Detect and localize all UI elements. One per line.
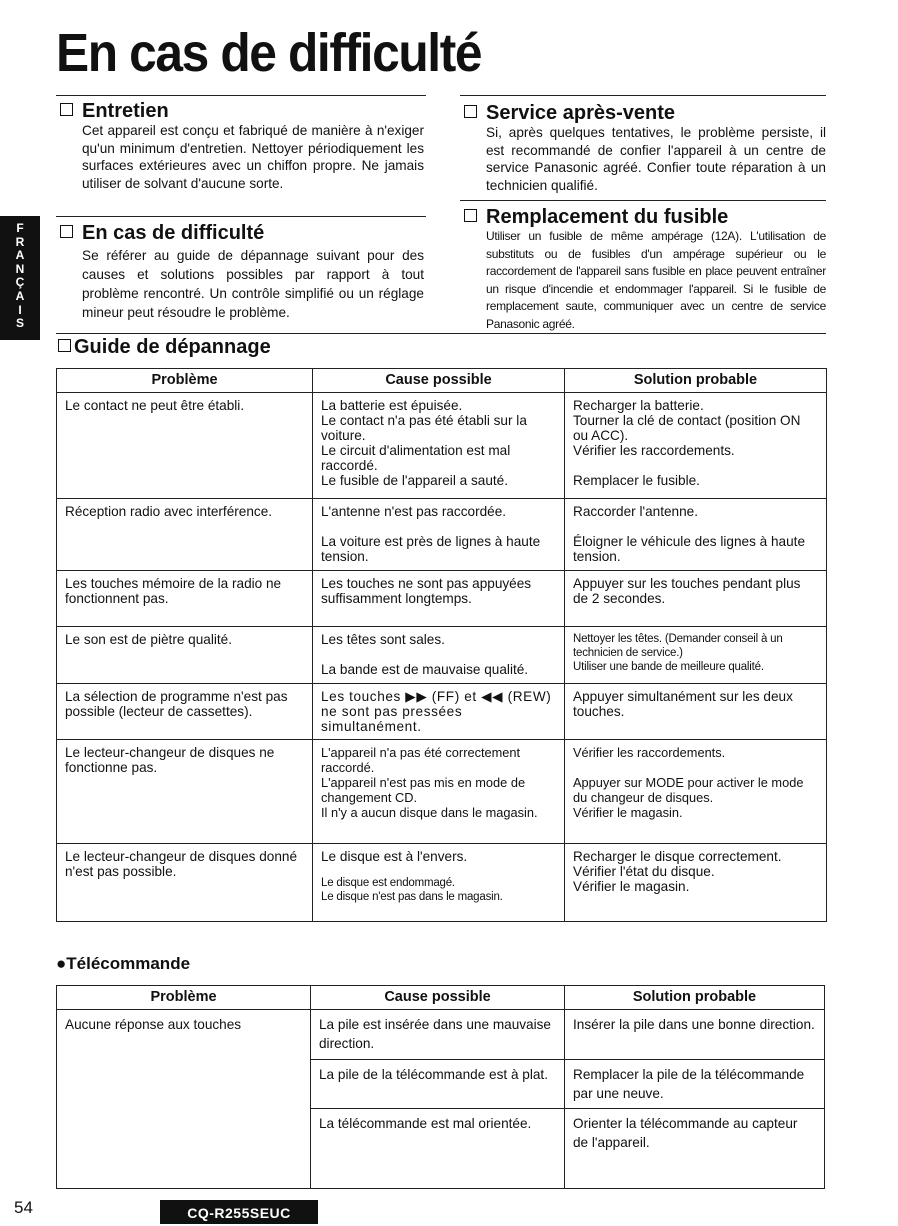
page-title: En cas de difficulté xyxy=(56,23,482,83)
solution-text: Appuyer sur les touches pendant plus de 2 secondes. xyxy=(573,576,801,606)
cause-cell xyxy=(313,844,565,922)
problem-text: Réception radio avec interférence. xyxy=(65,504,273,519)
checkbox-square-icon xyxy=(60,103,73,116)
cause-text: Les têtes sont sales. xyxy=(321,632,445,647)
solution-text: Remplacer le fusible. xyxy=(573,473,700,488)
cause-text: La pile de la télécommande est à plat. xyxy=(319,1067,548,1082)
side-tab-letter: S xyxy=(15,316,24,331)
problem-cell xyxy=(57,844,313,922)
side-tab-letter: A xyxy=(15,288,25,303)
side-tab-letter: Ç xyxy=(15,275,25,290)
section-entretien-text: Cet appareil est conçu et fabriqué de manière à n'exiger qu'un minimum d'entretien. Nettoyer périodiquement les surfaces extérieures avec un chiffon propre. Ne jamais utiliser de solvant d'aucune sorte. xyxy=(82,123,424,191)
cause-text: Le disque est à l'envers. xyxy=(321,849,468,864)
table-header-row xyxy=(57,369,827,393)
solution-cell xyxy=(565,1060,825,1109)
header-solution: Solution probable xyxy=(565,986,825,1010)
table-row xyxy=(57,684,827,740)
problem-text: Le contact ne peut être établi. xyxy=(65,398,245,413)
remote-section-heading: ●Télécommande xyxy=(56,954,191,973)
table-header-row xyxy=(57,986,825,1010)
cause-cell xyxy=(313,499,565,571)
side-tab-letter: A xyxy=(15,248,25,263)
solution-text: Nettoyer les têtes. (Demander conseil à un technicien de service.) xyxy=(573,633,783,659)
checkbox-square-icon xyxy=(60,225,73,238)
section-difficulte-heading: En cas de difficulté xyxy=(60,222,264,244)
solution-text: Insérer la pile dans une bonne direction. xyxy=(573,1017,815,1032)
solution-text: Remplacer la pile de la télécommande par une neuve. xyxy=(573,1067,805,1101)
cause-text: Le contact n'a pas été établi sur la voiture. xyxy=(321,413,527,443)
problem-cell xyxy=(57,740,313,844)
cause-text: Le disque n'est pas dans le magasin. xyxy=(321,891,503,903)
solution-text: Appuyer sur MODE pour activer le mode du changeur de disques. xyxy=(573,775,804,805)
solution-text: Vérifier le magasin. xyxy=(573,805,683,820)
header-cause: Cause possible xyxy=(313,369,565,393)
troubleshooting-table xyxy=(56,368,827,922)
side-tab-letter: N xyxy=(15,261,25,276)
solution-text: Recharger la batterie. xyxy=(573,398,704,413)
cause-text: L'antenne n'est pas raccordée. xyxy=(321,504,507,519)
model-badge: CQ-R255SEUC xyxy=(160,1200,318,1224)
cause-text: L'appareil n'est pas mis en mode de changement CD. xyxy=(321,775,526,805)
table-row xyxy=(57,627,827,684)
section-fusible-text: Utiliser un fusible de même ampérage (12A). L'utilisation de substituts ou de fusibles d'un ampérage supérieur ou le raccordement de l'appareil sans fusible en place peuvent entraîner un risque d'incendie et endommager l'appareil. Si le fusible de remplacement saute, communiquer avec un centre de service Panasonic agréé. xyxy=(486,229,826,331)
cause-text: L'appareil n'a pas été correctement raccordé. xyxy=(321,745,521,775)
guide-divider xyxy=(56,333,826,334)
problem-text: Le lecteur-changeur de disques donné n'est pas possible. xyxy=(65,849,298,879)
problem-cell xyxy=(57,684,313,740)
solution-cell xyxy=(565,499,827,571)
side-tab-letter: I xyxy=(18,302,22,317)
problem-cell xyxy=(57,393,313,499)
page-number: 54 xyxy=(14,1198,33,1217)
table-row xyxy=(57,740,827,844)
problem-cell xyxy=(57,1010,311,1189)
cause-cell xyxy=(313,627,565,684)
section-service-heading: Service après-vente xyxy=(464,102,675,124)
problem-text: La sélection de programme n'est pas possible (lecteur de cassettes). xyxy=(65,689,288,719)
cause-text: Le disque est endommagé. xyxy=(321,877,455,889)
cause-cell xyxy=(313,393,565,499)
cause-text: La pile est insérée dans une mauvaise direction. xyxy=(319,1017,551,1051)
solution-cell xyxy=(565,571,827,627)
cause-cell xyxy=(311,1010,565,1060)
solution-cell xyxy=(565,1010,825,1060)
cause-cell xyxy=(313,740,565,844)
section-difficulte-text: Se référer au guide de dépannage suivant pour des causes et solutions possibles par rapport à tout problème rencontré. Un contrôle simplifié ou un réglage mineur peut résoudre le problème. xyxy=(82,248,424,320)
problem-text: Le lecteur-changeur de disques ne fonctionne pas. xyxy=(65,745,275,775)
cause-text: Le circuit d'alimentation est mal raccordé. xyxy=(321,443,511,473)
side-tab-letter: R xyxy=(15,234,25,249)
title-divider-left xyxy=(56,95,426,96)
solution-text: Éloigner le véhicule des lignes à haute tension. xyxy=(573,534,806,564)
cause-text: La voiture est près de lignes à haute tension. xyxy=(321,534,541,564)
table-row xyxy=(57,393,827,499)
solution-cell xyxy=(565,627,827,684)
checkbox-square-icon xyxy=(58,339,71,352)
solution-text: Vérifier les raccordements. xyxy=(573,443,735,458)
section-divider xyxy=(56,216,426,217)
problem-cell xyxy=(57,571,313,627)
solution-text: Orienter la télécommande au capteur de l'appareil. xyxy=(573,1116,798,1150)
solution-text: Utiliser une bande de meilleure qualité. xyxy=(573,661,764,673)
solution-cell xyxy=(565,684,827,740)
problem-text: Les touches mémoire de la radio ne fonctionnent pas. xyxy=(65,576,282,606)
problem-cell xyxy=(57,499,313,571)
solution-cell xyxy=(565,844,827,922)
section-service-text: Si, après quelques tentatives, le problème persiste, il est recommandé de confier l'appareil à un centre de service Panasonic agréé. Confier toute réparation à un technicien qualifié. xyxy=(486,125,826,193)
checkbox-square-icon xyxy=(464,105,477,118)
solution-text: Vérifier l'état du disque. xyxy=(573,864,715,879)
solution-cell xyxy=(565,740,827,844)
cause-cell xyxy=(313,684,565,740)
cause-text: Il n'y a aucun disque dans le magasin. xyxy=(321,805,538,820)
problem-cell xyxy=(57,627,313,684)
cause-text: Les touches ne sont pas appuyées suffisamment longtemps. xyxy=(321,576,532,606)
cause-cell xyxy=(313,571,565,627)
solution-text: Appuyer simultanément sur les deux touches. xyxy=(573,689,793,719)
side-tab-letter: F xyxy=(16,221,24,235)
solution-text: Vérifier le magasin. xyxy=(573,879,690,894)
header-solution: Solution probable xyxy=(565,369,827,393)
problem-text: Aucune réponse aux touches xyxy=(65,1017,242,1032)
cause-text: Les touches ▶▶ (FF) et ◀◀ (REW) ne sont pas pressées simultanément. xyxy=(321,689,552,734)
remote-troubleshooting-table xyxy=(56,985,825,1189)
cause-text: La bande est de mauvaise qualité. xyxy=(321,662,529,677)
cause-text: La télécommande est mal orientée. xyxy=(319,1116,532,1131)
solution-text: Vérifier les raccordements. xyxy=(573,745,726,760)
solution-cell xyxy=(565,1109,825,1189)
section-fusible-heading: Remplacement du fusible xyxy=(464,206,728,228)
solution-text: Recharger le disque correctement. xyxy=(573,849,782,864)
table-row xyxy=(57,571,827,627)
checkbox-square-icon xyxy=(464,209,477,222)
header-probleme: Problème xyxy=(57,986,311,1010)
cause-cell xyxy=(311,1060,565,1109)
section-entretien-heading: Entretien xyxy=(60,100,169,122)
cause-text: La batterie est épuisée. xyxy=(321,398,463,413)
table-row xyxy=(57,1010,825,1060)
problem-text: Le son est de piètre qualité. xyxy=(65,632,233,647)
title-divider-right xyxy=(460,95,826,96)
section-divider xyxy=(460,200,826,201)
table-row xyxy=(57,844,827,922)
solution-text: Raccorder l'antenne. xyxy=(573,504,699,519)
solution-cell xyxy=(565,393,827,499)
section-guide-heading: Guide de dépannage xyxy=(58,336,271,358)
solution-text: Tourner la clé de contact (position ON ou ACC). xyxy=(573,413,801,443)
cause-text: Le fusible de l'appareil a sauté. xyxy=(321,473,508,488)
language-side-tab xyxy=(0,216,40,340)
cause-cell xyxy=(311,1109,565,1189)
table-row xyxy=(57,499,827,571)
header-probleme: Problème xyxy=(57,369,313,393)
header-cause: Cause possible xyxy=(311,986,565,1010)
